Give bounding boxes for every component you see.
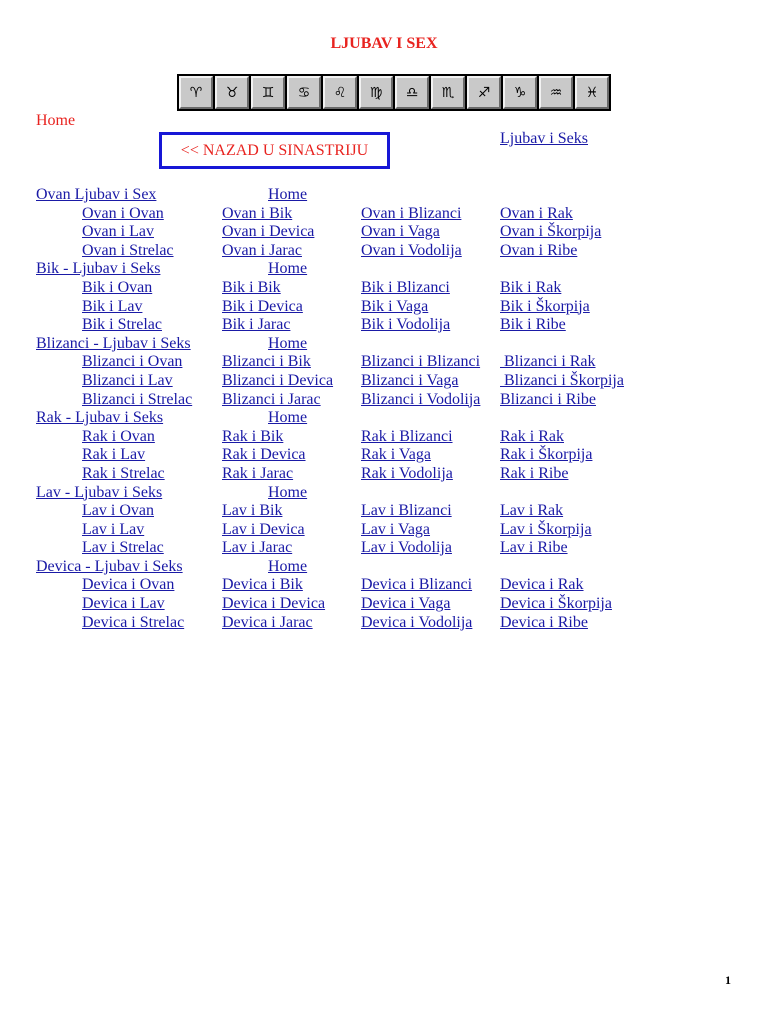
combo-cell — [36, 372, 222, 391]
combo-link[interactable]: Ovan i Lav — [82, 223, 154, 241]
combo-cell — [361, 576, 500, 595]
combo-link[interactable]: Ovan i Rak — [500, 204, 573, 222]
section-heading-link[interactable]: Bik - Ljubav i Seks — [36, 260, 161, 278]
combo-cell — [222, 576, 361, 595]
combo-link[interactable]: Rak i Vodolija — [361, 464, 453, 482]
combo-cell — [36, 502, 222, 521]
home-label[interactable]: Home — [36, 112, 76, 129]
pisces-button[interactable] — [575, 76, 609, 109]
section-heading-link[interactable]: Lav - Ljubav i Seks — [36, 483, 163, 501]
combo-link[interactable]: Blizanci i Lav — [82, 371, 173, 389]
combo-link[interactable]: Lav i Blizanci — [361, 502, 452, 520]
pisces-icon: ♓ — [585, 84, 599, 101]
combo-row — [36, 521, 656, 540]
combo-cell — [361, 316, 500, 335]
combo-link[interactable]: Rak i Ovan — [82, 427, 155, 445]
page-number: 1 — [725, 973, 731, 987]
section-header-row — [36, 260, 656, 279]
taurus-icon: ♉ — [225, 84, 239, 101]
combo-link[interactable]: Lav i Lav — [82, 520, 145, 538]
section-header-row — [36, 186, 656, 205]
combo-cell — [222, 465, 361, 484]
combo-row — [36, 428, 656, 447]
scorpio-button[interactable] — [431, 76, 465, 109]
combo-cell — [36, 446, 222, 465]
combo-link[interactable]: Blizanci i Bik — [222, 353, 311, 371]
combo-cell — [500, 298, 656, 317]
sagittarius-button[interactable] — [467, 76, 501, 109]
combo-link[interactable]: Bik i Bik — [222, 278, 281, 296]
combo-link[interactable]: Ovan i Vodolija — [361, 241, 462, 259]
combo-cell — [222, 502, 361, 521]
combo-link[interactable]: Lav i Škorpija — [500, 520, 592, 538]
leo-button[interactable] — [323, 76, 357, 109]
combo-link[interactable]: Devica i Jarac — [222, 613, 313, 631]
libra-button[interactable] — [395, 76, 429, 109]
section-home-link[interactable]: Home — [268, 483, 308, 501]
combo-cell — [361, 539, 500, 558]
combo-cell — [500, 539, 656, 558]
combo-cell — [500, 316, 656, 335]
combo-link[interactable]: Bik i Vaga — [361, 297, 429, 315]
combo-link[interactable]: Devica i Ovan — [82, 576, 175, 594]
combo-link[interactable]: Devica i Lav — [82, 595, 165, 613]
combo-link[interactable]: Blizanci i Strelac — [82, 390, 193, 408]
combo-link[interactable]: Rak i Lav — [82, 446, 146, 464]
combo-cell — [222, 428, 361, 447]
combo-link[interactable]: Ovan i Jarac — [222, 241, 302, 259]
capricorn-icon: ♑ — [513, 84, 527, 101]
combo-cell — [222, 316, 361, 335]
combo-link[interactable]: Ovan i Blizanci — [361, 204, 462, 222]
combo-cell — [222, 539, 361, 558]
combo-cell — [500, 446, 656, 465]
combo-cell — [361, 428, 500, 447]
back-to-synastry-button[interactable]: << NAZAD U SINASTRIJU — [159, 132, 390, 169]
combo-link[interactable]: Rak i Ribe — [500, 464, 569, 482]
libra-icon: ♎ — [405, 84, 419, 101]
leo-icon: ♌ — [333, 84, 347, 101]
combo-cell — [500, 576, 656, 595]
combo-link[interactable]: Blizanci i Vaga — [361, 371, 459, 389]
combo-row — [36, 595, 656, 614]
combo-link[interactable]: Devica i Rak — [500, 576, 584, 594]
combo-cell — [500, 521, 656, 540]
combo-link[interactable]: Lav i Strelac — [82, 539, 164, 557]
combo-link[interactable]: Lav i Jarac — [222, 539, 293, 557]
combo-cell — [500, 242, 656, 261]
combo-link[interactable]: Blizanci i Devica — [222, 371, 334, 389]
combo-cell — [222, 391, 361, 410]
combo-link[interactable]: Rak i Devica — [222, 446, 306, 464]
combo-row — [36, 391, 656, 410]
capricorn-button[interactable] — [503, 76, 537, 109]
combo-cell — [361, 521, 500, 540]
combo-link[interactable]: Ovan i Devica — [222, 223, 315, 241]
combo-row — [36, 539, 656, 558]
combo-cell — [36, 539, 222, 558]
combo-link[interactable]: Lav i Devica — [222, 520, 305, 538]
combo-row — [36, 576, 656, 595]
combo-link[interactable]: Rak i Blizanci — [361, 427, 453, 445]
combo-link[interactable]: Rak i Rak — [500, 427, 564, 445]
combo-cell — [361, 205, 500, 224]
page-title: LJUBAV I SEX — [330, 35, 438, 52]
combo-row — [36, 353, 656, 372]
combo-cell — [500, 391, 656, 410]
taurus-button[interactable] — [215, 76, 249, 109]
combo-cell — [36, 576, 222, 595]
combo-link[interactable]: Lav i Rak — [500, 502, 564, 520]
aries-icon: ♈ — [189, 84, 203, 101]
section-header-row — [36, 335, 656, 354]
combo-cell — [222, 205, 361, 224]
combo-row — [36, 279, 656, 298]
combo-cell — [222, 353, 361, 372]
combo-row — [36, 465, 656, 484]
combo-cell — [222, 223, 361, 242]
combo-cell — [361, 595, 500, 614]
combo-cell — [500, 595, 656, 614]
section-home-link[interactable]: Home — [268, 409, 308, 427]
combo-cell — [36, 205, 222, 224]
combo-cell — [36, 465, 222, 484]
combo-link[interactable]: Devica i Ribe — [500, 613, 588, 631]
aquarius-button[interactable] — [539, 76, 573, 109]
combo-cell — [36, 279, 222, 298]
combo-link[interactable]: Ovan i Ovan — [82, 204, 164, 222]
aries-button[interactable] — [179, 76, 213, 109]
combo-row — [36, 372, 656, 391]
combo-link[interactable]: Bik i Jarac — [222, 316, 291, 334]
compatibility-grid — [36, 186, 656, 632]
combo-link[interactable]: Devica i Vodolija — [361, 613, 473, 631]
section-header-row — [36, 409, 656, 428]
combo-cell — [361, 446, 500, 465]
combo-link[interactable]: Lav i Vaga — [361, 520, 431, 538]
combo-row — [36, 614, 656, 633]
combo-cell — [500, 205, 656, 224]
combo-link[interactable]: Blizanci i Rak — [500, 353, 596, 371]
combo-cell — [361, 614, 500, 633]
combo-link[interactable]: Bik i Vodolija — [361, 316, 451, 334]
combo-cell — [36, 223, 222, 242]
section-home-link[interactable]: Home — [268, 260, 308, 278]
combo-cell — [500, 353, 656, 372]
combo-cell — [222, 521, 361, 540]
combo-cell — [36, 428, 222, 447]
section-home-link[interactable]: Home — [268, 186, 308, 203]
gemini-button[interactable] — [251, 76, 285, 109]
combo-cell — [222, 446, 361, 465]
combo-link[interactable]: Lav i Vodolija — [361, 539, 452, 557]
combo-link[interactable]: Blizanci i Ovan — [82, 353, 183, 371]
combo-cell — [361, 465, 500, 484]
combo-link[interactable]: Rak i Bik — [222, 427, 284, 445]
combo-row — [36, 502, 656, 521]
combo-cell — [222, 595, 361, 614]
combo-link[interactable]: Devica i Bik — [222, 576, 303, 594]
combo-cell — [361, 391, 500, 410]
combo-cell — [361, 502, 500, 521]
combo-link[interactable]: Bik i Lav — [82, 297, 143, 315]
combo-link[interactable]: Bik i Strelac — [82, 316, 162, 334]
combo-link[interactable]: Lav i Ribe — [500, 539, 568, 557]
combo-cell — [36, 595, 222, 614]
combo-link[interactable]: Ovan i Vaga — [361, 223, 440, 241]
section-heading-link[interactable]: Blizanci - Ljubav i Seks — [36, 334, 191, 352]
combo-link[interactable]: Rak i Jarac — [222, 464, 294, 482]
virgo-button[interactable] — [359, 76, 393, 109]
section-home-link[interactable]: Home — [268, 557, 308, 575]
gemini-icon: ♊ — [261, 84, 275, 101]
combo-link[interactable]: Devica i Strelac — [82, 613, 185, 631]
cancer-icon: ♋ — [297, 84, 311, 101]
combo-cell — [500, 279, 656, 298]
combo-link[interactable]: Lav i Ovan — [82, 502, 154, 520]
combo-link[interactable]: Rak i Strelac — [82, 464, 165, 482]
combo-link[interactable]: Devica i Blizanci — [361, 576, 473, 594]
zodiac-nav-bar — [177, 74, 611, 111]
combo-link[interactable]: Bik i Škorpija — [500, 297, 590, 315]
section-header-row — [36, 558, 656, 577]
combo-cell — [500, 372, 656, 391]
combo-cell — [500, 502, 656, 521]
combo-row — [36, 242, 656, 261]
combo-link[interactable]: Blizanci i Ribe — [500, 390, 596, 408]
combo-link[interactable]: Ovan i Bik — [222, 204, 293, 222]
combo-link[interactable]: Bik i Devica — [222, 297, 303, 315]
combo-cell — [36, 391, 222, 410]
cancer-button[interactable] — [287, 76, 321, 109]
combo-link[interactable]: Bik i Rak — [500, 278, 562, 296]
combo-cell — [500, 614, 656, 633]
combo-cell — [36, 316, 222, 335]
combo-link[interactable]: Rak i Škorpija — [500, 446, 593, 464]
combo-cell — [361, 279, 500, 298]
combo-row — [36, 223, 656, 242]
combo-row — [36, 316, 656, 335]
virgo-icon: ♍ — [369, 84, 383, 101]
combo-cell — [222, 298, 361, 317]
combo-cell — [36, 521, 222, 540]
section-heading-link[interactable]: Devica - Ljubav i Seks — [36, 557, 183, 575]
section-heading-link[interactable]: Rak - Ljubav i Seks — [36, 409, 164, 427]
combo-cell — [222, 372, 361, 391]
combo-link[interactable]: Ovan i Ribe — [500, 241, 578, 259]
combo-link[interactable]: Devica i Škorpija — [500, 595, 612, 613]
combo-link[interactable]: Bik i Blizanci — [361, 278, 450, 296]
combo-row — [36, 298, 656, 317]
combo-row — [36, 205, 656, 224]
combo-cell — [36, 298, 222, 317]
combo-link[interactable]: Bik i Ribe — [500, 316, 566, 334]
scorpio-icon: ♏ — [441, 84, 455, 101]
section-header-row — [36, 484, 656, 503]
combo-cell — [361, 242, 500, 261]
combo-link[interactable]: Devica i Vaga — [361, 595, 451, 613]
combo-cell — [500, 223, 656, 242]
combo-cell — [361, 372, 500, 391]
combo-cell — [361, 298, 500, 317]
combo-cell — [36, 353, 222, 372]
love-and-sex-link[interactable]: Ljubav i Seks — [500, 130, 588, 147]
combo-cell — [36, 614, 222, 633]
combo-cell — [222, 242, 361, 261]
combo-link[interactable]: Blizanci i Škorpija — [500, 371, 624, 389]
combo-link[interactable]: Ovan i Strelac — [82, 241, 174, 259]
combo-cell — [222, 614, 361, 633]
combo-link[interactable]: Rak i Vaga — [361, 446, 431, 464]
combo-link[interactable]: Blizanci i Jarac — [222, 390, 321, 408]
combo-cell — [361, 353, 500, 372]
aquarius-icon: ♒ — [549, 84, 563, 101]
combo-cell — [500, 465, 656, 484]
sagittarius-icon: ♐ — [477, 84, 491, 101]
section-home-link[interactable]: Home — [268, 334, 308, 352]
combo-row — [36, 446, 656, 465]
section-heading-link[interactable]: Ovan Ljubav i Sex — [36, 186, 157, 203]
combo-link[interactable]: Devica i Devica — [222, 595, 326, 613]
combo-cell — [361, 223, 500, 242]
combo-link[interactable]: Blizanci i Vodolija — [361, 390, 481, 408]
combo-link[interactable]: Bik i Ovan — [82, 278, 153, 296]
combo-link[interactable]: Blizanci i Blizanci — [361, 353, 481, 371]
combo-cell — [36, 242, 222, 261]
combo-link[interactable]: Lav i Bik — [222, 502, 283, 520]
combo-cell — [500, 428, 656, 447]
combo-cell — [222, 279, 361, 298]
combo-link[interactable]: Ovan i Škorpija — [500, 223, 602, 241]
